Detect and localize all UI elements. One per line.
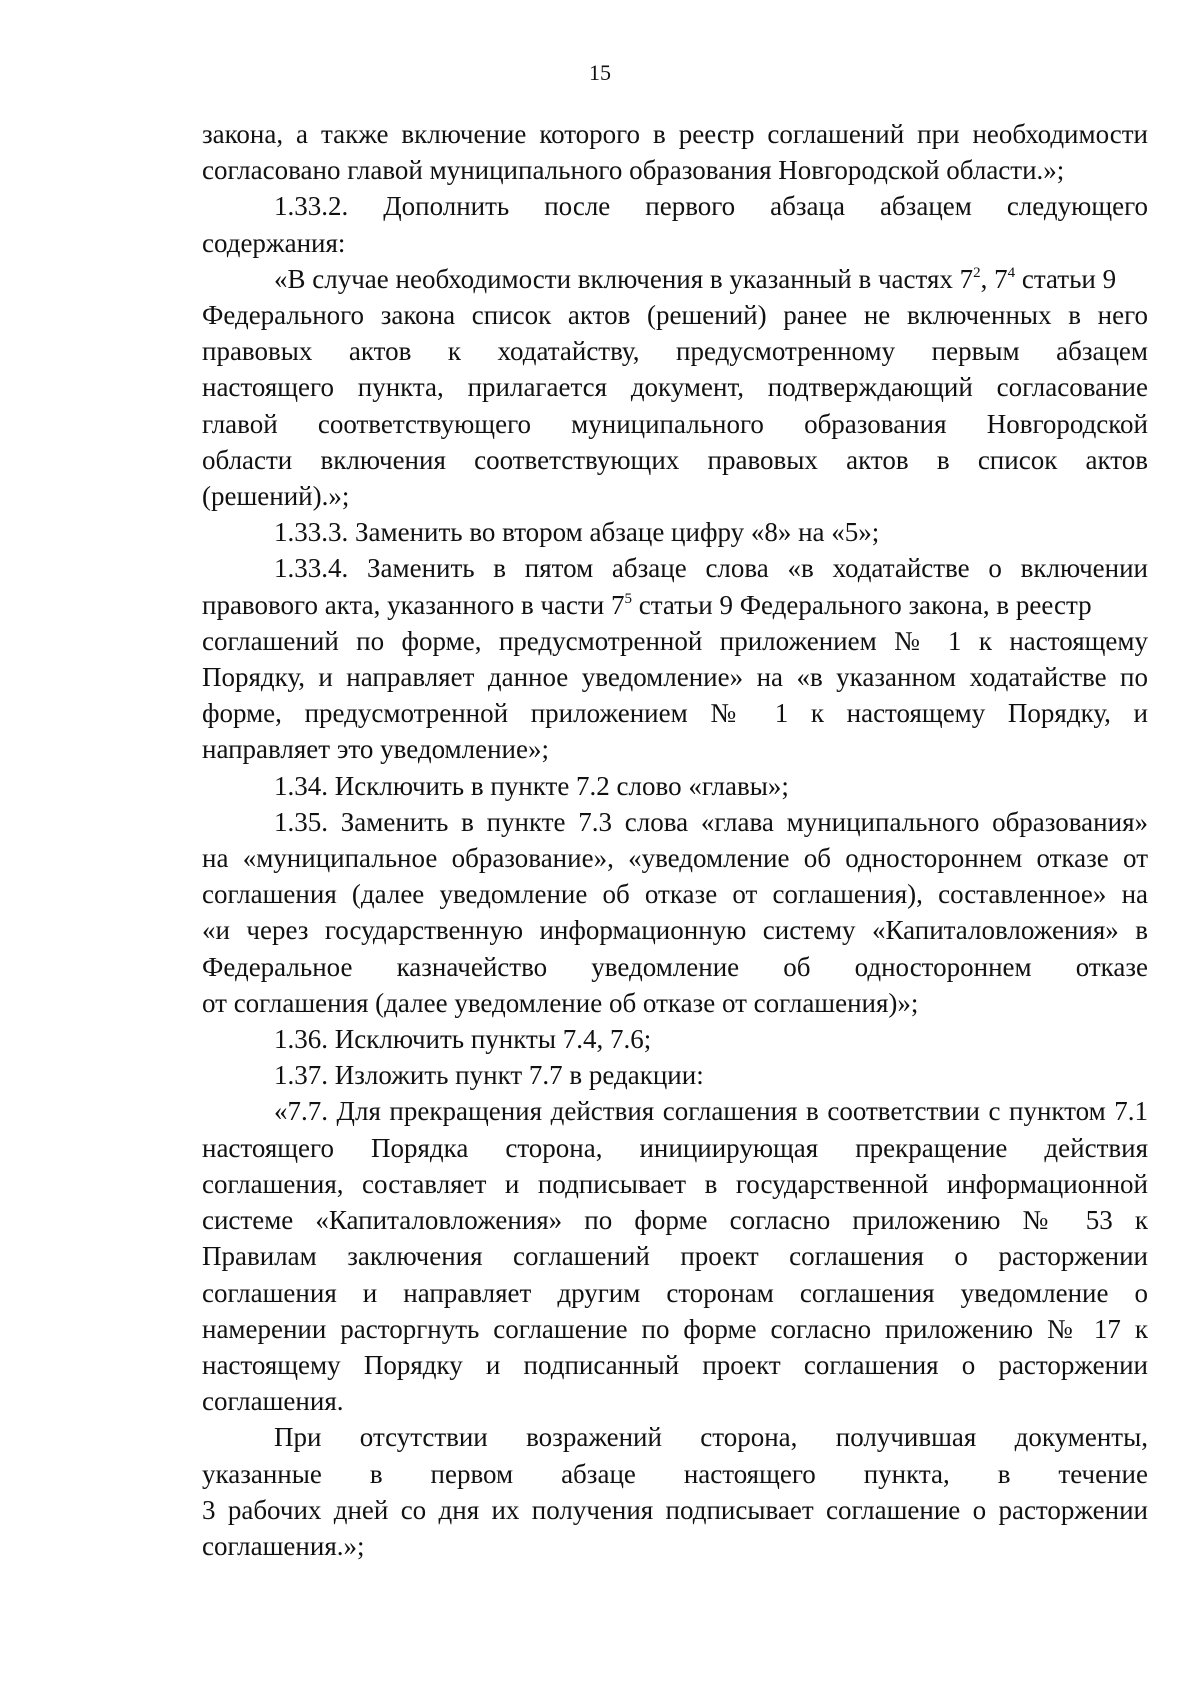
text-line: намерении расторгнуть соглашение по форме согласно приложению № 17 к xyxy=(202,1313,1148,1344)
text-line: 3 рабочих дней со дня их получения подписывает соглашение о расторжении xyxy=(202,1494,1148,1525)
text-line: Федерального закона список актов (решений) ранее не включенных в него xyxy=(202,300,1148,331)
paragraph-1-36 xyxy=(202,1021,1148,1057)
paragraph-quote-1 xyxy=(202,261,1148,514)
text-line: 1.37. Изложить пункт 7.7 в редакции: xyxy=(274,1060,704,1091)
text-line: Правилам заключения соглашений проект соглашения о расторжении xyxy=(202,1241,1148,1272)
text-fragment: , 7 xyxy=(980,263,1008,294)
text-line: настоящему Порядку и подписанный проект соглашения о расторжении xyxy=(202,1349,1148,1380)
text-line: 1.36. Исключить пункты 7.4, 7.6; xyxy=(274,1024,652,1055)
text-fragment: «В случае необходимости включения в указанный в частях 7 xyxy=(274,263,974,294)
paragraph-1-35 xyxy=(202,804,1148,1021)
text-line: на «муниципальное образование», «уведомление об одностороннем отказе от xyxy=(202,843,1148,874)
text-line: Федеральное казначейство уведомление об одностороннем отказе xyxy=(202,951,1148,982)
text-line: Порядку, и направляет данное уведомление» на «в указанном ходатайстве по xyxy=(202,662,1148,693)
paragraph-1-33-3 xyxy=(202,514,1148,550)
text-line: 1.35. Заменить в пункте 7.3 слова «глава муниципального образования» xyxy=(274,806,1148,837)
text-line: «и через государственную информационную систему «Капиталовложения» в xyxy=(202,915,1148,946)
text-line: согласовано главой муниципального образования Новгородской области.»; xyxy=(202,155,1065,186)
text-line-with-superscripts xyxy=(202,261,1148,297)
superscript: 4 xyxy=(1007,264,1016,281)
text-line: «7.7. Для прекращения действия соглашения в соответствии с пунктом 7.1 xyxy=(274,1096,1148,1127)
text-line: соглашения и направляет другим сторонам соглашения уведомление о xyxy=(202,1277,1148,1308)
paragraph-1-33-2 xyxy=(202,188,1148,260)
text-line: 1.33.2. Дополнить после первого абзаца абзацем следующего xyxy=(274,191,1148,222)
text-line: соглашения. xyxy=(202,1386,344,1417)
text-line: указанные в первом абзаце настоящего пункта, в течение xyxy=(202,1458,1148,1489)
text-line: от соглашения (далее уведомление об отказе от соглашения)»; xyxy=(202,987,919,1018)
superscript: 2 xyxy=(973,264,981,281)
paragraph-1-33-4 xyxy=(202,550,1148,767)
text-line: 1.34. Исключить в пункте 7.2 слово «главы»; xyxy=(274,770,789,801)
text-line: направляет это уведомление»; xyxy=(202,734,549,765)
text-line: При отсутствии возражений сторона, получившая документы, xyxy=(274,1422,1148,1453)
text-line: 1.33.3. Заменить во втором абзаце цифру «8» на «5»; xyxy=(274,517,880,548)
text-line: правовых актов к ходатайству, предусмотренному первым абзацем xyxy=(202,336,1148,367)
superscript: 5 xyxy=(624,590,633,607)
page-number: 15 xyxy=(589,60,611,85)
text-fragment: статьи 9 Федерального закона, в реестр xyxy=(632,589,1092,620)
text-fragment: статьи 9 xyxy=(1015,263,1117,294)
paragraph-continuation xyxy=(202,116,1148,188)
paragraph-1-37 xyxy=(202,1057,1148,1093)
text-line: (решений).»; xyxy=(202,481,350,512)
text-line: соглашения, составляет и подписывает в государственной информационной xyxy=(202,1168,1148,1199)
text-line: закона, а также включение которого в реестр соглашений при необходимости xyxy=(202,119,1148,149)
text-line: системе «Капиталовложения» по форме согласно приложению № 53 к xyxy=(202,1205,1148,1236)
paragraph-7-7 xyxy=(202,1093,1148,1419)
text-line: соглашений по форме, предусмотренной приложением № 1 к настоящему xyxy=(202,625,1148,656)
text-line: соглашения (далее уведомление об отказе от соглашения), составленное» на xyxy=(202,879,1148,910)
text-line: 1.33.4. Заменить в пятом абзаце слова «в ходатайстве о включении xyxy=(274,553,1148,584)
text-line: содержания: xyxy=(202,227,346,258)
text-line: настоящего Порядка сторона, инициирующая прекращение действия xyxy=(202,1132,1148,1163)
text-line: настоящего пункта, прилагается документ, подтверждающий согласование xyxy=(202,372,1148,403)
text-line: соглашения.»; xyxy=(202,1530,365,1561)
text-fragment: правового акта, указанного в части 7 xyxy=(202,589,625,620)
text-line-with-superscript xyxy=(202,587,1148,623)
text-line: главой соответствующего муниципального образования Новгородской xyxy=(202,408,1148,439)
paragraph-no-objections xyxy=(202,1419,1148,1564)
paragraph-1-34 xyxy=(202,768,1148,804)
text-line: форме, предусмотренной приложением № 1 к настоящему Порядку, и xyxy=(202,698,1148,729)
text-line: области включения соответствующих правовых актов в список актов xyxy=(202,444,1148,475)
document-body xyxy=(202,116,1148,1564)
